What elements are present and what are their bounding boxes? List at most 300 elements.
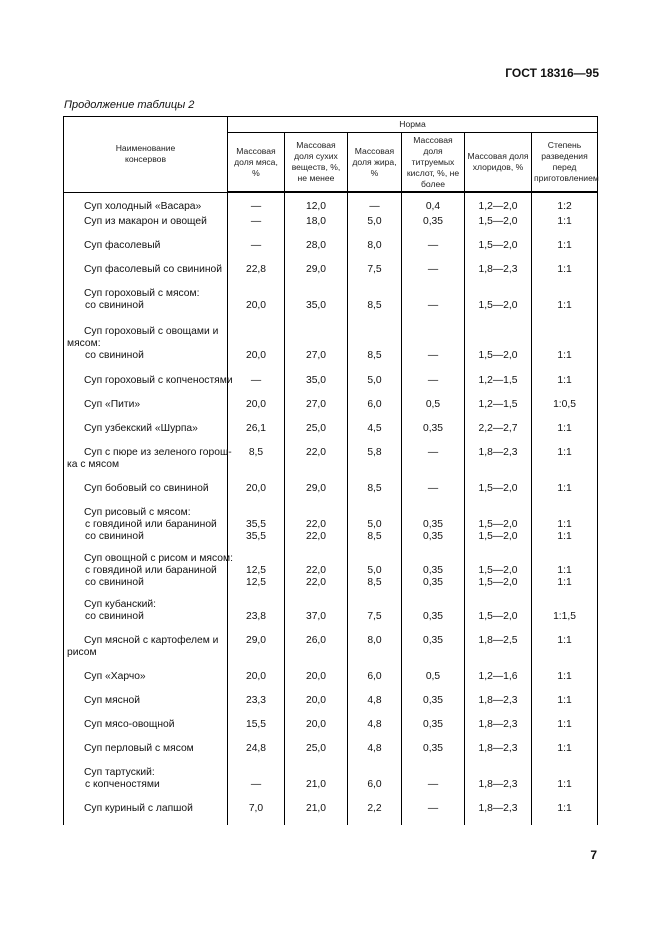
product-name-line: Суп бобовый со свининой — [84, 483, 209, 494]
cell-value: 0,4 — [425, 201, 441, 212]
meat-share-cell — [228, 324, 285, 373]
product-name-line: Суп кубанский: — [84, 599, 156, 610]
chlorides-cell — [465, 286, 532, 324]
dilution-cell — [532, 421, 598, 445]
cell-value: — — [250, 375, 262, 386]
cell-value — [534, 553, 595, 565]
cell-value: 12,5 — [245, 565, 267, 576]
meat-share-cell — [228, 633, 285, 669]
chlorides-cell — [465, 765, 532, 801]
cell-value — [350, 553, 399, 565]
chlorides-cell — [465, 481, 532, 505]
dilution-cell — [532, 633, 598, 669]
product-name-cell — [64, 551, 233, 597]
table-row — [64, 551, 598, 597]
cell-value — [404, 507, 462, 519]
table-row — [64, 192, 598, 214]
dilution-cell — [532, 238, 598, 262]
acids-cell — [402, 214, 465, 238]
product-name-cell — [64, 505, 228, 551]
product-name-line: Суп с пюре из зеленого горош- — [84, 447, 232, 458]
cell-value: — — [250, 240, 262, 251]
table-row — [64, 633, 598, 669]
table-row — [64, 262, 598, 286]
cell-value: 7,0 — [248, 803, 264, 814]
fat-share-cell — [348, 214, 402, 238]
cell-value: 27,0 — [305, 399, 327, 410]
cell-value: 1,8—2,3 — [478, 695, 518, 706]
product-name-line: рисом — [67, 647, 97, 658]
product-name-line: Суп мясной с картофелем и — [84, 635, 219, 646]
product-name-line: Суп куриный с лапшой — [84, 803, 193, 814]
dry-matter-cell — [285, 481, 348, 505]
cell-value: 20,0 — [245, 350, 267, 361]
header-chlorides: Массовая доля хлоридов, % — [465, 133, 532, 193]
product-name-cell — [64, 286, 228, 324]
product-name-line: с копченостями — [85, 779, 160, 790]
cell-value: 5,8 — [367, 447, 382, 458]
cell-value: 8,0 — [367, 635, 382, 646]
fat-share-cell — [348, 286, 402, 324]
cell-value: 29,0 — [305, 264, 327, 275]
cell-value: 22,8 — [245, 264, 267, 275]
cell-value: 1:1 — [557, 743, 572, 754]
product-name-line: Суп холодный «Васара» — [84, 200, 202, 212]
fat-share-cell — [348, 765, 402, 801]
cell-value: 1:1 — [557, 483, 572, 494]
cell-value: 1,8—2,3 — [478, 743, 518, 754]
meat-share-cell — [228, 505, 285, 551]
product-name-cell — [64, 445, 232, 481]
product-name-line: со свининой — [85, 531, 144, 542]
product-name-line: со свининой — [85, 350, 144, 361]
cell-value — [534, 507, 595, 519]
cell-value: 1,5—2,0 — [478, 350, 518, 361]
fat-share-cell — [348, 238, 402, 262]
dry-matter-cell — [285, 693, 348, 717]
cell-value: 1,8—2,3 — [478, 803, 518, 814]
cell-value: 24,8 — [245, 743, 267, 754]
product-name-cell — [64, 397, 228, 421]
cell-value: — — [250, 216, 262, 227]
cell-value: 1,2—1,5 — [478, 399, 518, 410]
product-name-line: Суп перловый с мясом — [84, 743, 194, 754]
cell-value — [287, 599, 345, 611]
cell-value: 37,0 — [305, 611, 327, 622]
cell-value: 1:1 — [557, 635, 572, 646]
cell-value — [230, 553, 282, 565]
dilution-cell — [532, 192, 598, 214]
cell-value: 23,3 — [245, 695, 267, 706]
cell-value: 1,8—2,3 — [478, 264, 518, 275]
acids-cell — [402, 693, 465, 717]
cell-value — [404, 767, 462, 779]
meat-share-cell — [228, 693, 285, 717]
cell-value — [287, 767, 345, 779]
cell-value — [230, 338, 282, 350]
dilution-cell — [532, 801, 598, 825]
cell-value — [467, 553, 529, 565]
cell-value — [230, 599, 282, 611]
dry-matter-cell — [285, 505, 348, 551]
cell-value: 1:1 — [557, 695, 572, 706]
cell-value: 15,5 — [245, 719, 267, 730]
cell-value: 1:1 — [557, 264, 572, 275]
cell-value: 1,5—2,0 — [478, 565, 518, 576]
dilution-cell — [532, 717, 598, 741]
cell-value: 35,5 — [245, 531, 267, 542]
acids-cell — [402, 192, 465, 214]
cell-value: 22,0 — [305, 447, 327, 458]
cell-value — [287, 507, 345, 519]
chlorides-cell — [465, 373, 532, 397]
table-row — [64, 421, 598, 445]
dry-matter-cell — [285, 551, 348, 597]
cell-value — [230, 288, 282, 300]
cell-value — [230, 326, 282, 338]
product-name-line: Суп тартуский: — [84, 767, 155, 778]
dilution-cell — [532, 597, 598, 633]
dry-matter-cell — [285, 192, 348, 214]
fat-share-cell — [348, 551, 402, 597]
dilution-cell — [532, 397, 598, 421]
cell-value: 1,5—2,0 — [478, 300, 518, 311]
chlorides-cell — [465, 445, 532, 481]
cell-value: 1,5—2,0 — [478, 577, 518, 588]
product-name-cell — [64, 421, 228, 445]
cell-value: 4,5 — [367, 423, 382, 434]
table-row — [64, 373, 598, 397]
product-name-cell — [64, 801, 228, 825]
product-name-line: со свининой — [85, 577, 144, 588]
product-name-cell — [64, 373, 233, 397]
dry-matter-cell — [285, 801, 348, 825]
cell-value: 1,8—2,3 — [478, 447, 518, 458]
cell-value — [350, 338, 399, 350]
acids-cell — [402, 717, 465, 741]
cell-value: 20,0 — [245, 300, 267, 311]
product-name-line: с говядиной или бараниной — [85, 519, 217, 530]
acids-cell — [402, 238, 465, 262]
meat-share-cell — [228, 551, 285, 597]
dry-matter-cell — [285, 214, 348, 238]
product-name-cell — [64, 669, 228, 693]
cell-value: 12,0 — [305, 201, 327, 212]
cell-value: 2,2 — [367, 803, 382, 814]
cell-value: — — [427, 779, 439, 790]
cell-value: 0,35 — [422, 519, 444, 530]
cell-value: 22,0 — [305, 577, 327, 588]
product-name-line: Суп из макарон и овощей — [84, 216, 207, 227]
table-row — [64, 238, 598, 262]
cell-value: — — [427, 483, 439, 494]
cell-value: 1,5—2,0 — [478, 611, 518, 622]
cell-value: 2,2—2,7 — [478, 423, 518, 434]
meat-share-cell — [228, 597, 285, 633]
acids-cell — [402, 741, 465, 765]
product-name-cell — [64, 741, 228, 765]
product-name-line: со свининой — [85, 611, 144, 622]
cell-value: 20,0 — [305, 671, 327, 682]
cell-value: 5,0 — [367, 216, 382, 227]
cell-value: 8,5 — [367, 531, 382, 542]
chlorides-cell — [465, 421, 532, 445]
cell-value: 0,35 — [422, 611, 444, 622]
product-name-line: Суп мясо-овощной — [84, 719, 175, 730]
dilution-cell — [532, 669, 598, 693]
table-row — [64, 801, 598, 825]
cell-value: 0,35 — [422, 423, 444, 434]
cell-value: 1:0,5 — [553, 399, 576, 410]
cell-value: 1,8—2,5 — [478, 635, 518, 646]
acids-cell — [402, 262, 465, 286]
soup-norms-table — [63, 116, 598, 825]
product-name-line: Суп фасолевый — [84, 240, 161, 251]
table-row — [64, 717, 598, 741]
acids-cell — [402, 765, 465, 801]
cell-value: 0,35 — [422, 635, 444, 646]
product-name-cell — [64, 693, 228, 717]
cell-value: 1:2 — [557, 201, 572, 212]
cell-value — [404, 553, 462, 565]
cell-value: 20,0 — [245, 399, 267, 410]
fat-share-cell — [348, 421, 402, 445]
cell-value — [287, 553, 345, 565]
cell-value: 6,0 — [367, 779, 382, 790]
cell-value: 1:1 — [557, 519, 572, 530]
product-name-cell — [64, 597, 228, 633]
product-name-line: с говядиной или бараниной — [85, 565, 217, 576]
product-name-line: со свининой — [85, 300, 144, 311]
acids-cell — [402, 373, 465, 397]
cell-value: 20,0 — [245, 671, 267, 682]
table-row — [64, 505, 598, 551]
cell-value: 8,5 — [367, 350, 382, 361]
product-name-line: ка с мясом — [67, 459, 120, 470]
cell-value: 8,5 — [367, 483, 382, 494]
product-name-cell — [64, 765, 228, 801]
cell-value: 1:1 — [557, 531, 572, 542]
dry-matter-cell — [285, 421, 348, 445]
fat-share-cell — [348, 801, 402, 825]
table-row — [64, 214, 598, 238]
cell-value: 8,0 — [367, 240, 382, 251]
header-dry-matter: Массовая доля сухих веществ, %, не менее — [285, 133, 348, 193]
meat-share-cell — [228, 262, 285, 286]
cell-value: 29,0 — [305, 483, 327, 494]
table-row — [64, 397, 598, 421]
cell-value: 5,0 — [367, 375, 382, 386]
dry-matter-cell — [285, 324, 348, 373]
cell-value: 1:1 — [557, 375, 572, 386]
dry-matter-cell — [285, 765, 348, 801]
cell-value: 0,35 — [422, 743, 444, 754]
cell-value: 8,5 — [367, 577, 382, 588]
dilution-cell — [532, 481, 598, 505]
cell-value: 8,5 — [367, 300, 382, 311]
dry-matter-cell — [285, 373, 348, 397]
acids-cell — [402, 669, 465, 693]
cell-value: 1,5—2,0 — [478, 216, 518, 227]
chlorides-cell — [465, 214, 532, 238]
fat-share-cell — [348, 505, 402, 551]
cell-value: 1:1 — [557, 240, 572, 251]
cell-value: 7,5 — [367, 611, 382, 622]
cell-value: 12,5 — [245, 577, 267, 588]
acids-cell — [402, 633, 465, 669]
cell-value: 0,35 — [422, 577, 444, 588]
header-acids: Массовая доля титруемых кислот, %, не более — [402, 133, 465, 193]
dilution-cell — [532, 324, 598, 373]
acids-cell — [402, 801, 465, 825]
cell-value: 1,2—2,0 — [478, 201, 518, 212]
acids-cell — [402, 481, 465, 505]
chlorides-cell — [465, 801, 532, 825]
chlorides-cell — [465, 192, 532, 214]
cell-value — [350, 288, 399, 300]
cell-value: 8,5 — [248, 447, 264, 458]
meat-share-cell — [228, 214, 285, 238]
cell-value: 0,5 — [425, 671, 441, 682]
cell-value — [287, 326, 345, 338]
cell-value — [467, 338, 529, 350]
cell-value: 1:1 — [557, 350, 572, 361]
product-name-cell — [64, 717, 228, 741]
dry-matter-cell — [285, 669, 348, 693]
table-row — [64, 597, 598, 633]
fat-share-cell — [348, 717, 402, 741]
header-fat-share: Массовая доля жира, % — [348, 133, 402, 193]
dry-matter-cell — [285, 286, 348, 324]
cell-value — [350, 767, 399, 779]
meat-share-cell — [228, 445, 285, 481]
cell-value: 1:1 — [557, 447, 572, 458]
chlorides-cell — [465, 717, 532, 741]
cell-value: 35,0 — [305, 375, 327, 386]
cell-value — [534, 288, 595, 300]
fat-share-cell — [348, 481, 402, 505]
cell-value: — — [427, 447, 439, 458]
cell-value — [404, 288, 462, 300]
product-name-cell — [64, 238, 228, 262]
chlorides-cell — [465, 669, 532, 693]
cell-value: 1:1 — [557, 719, 572, 730]
dry-matter-cell — [285, 445, 348, 481]
chlorides-cell — [465, 741, 532, 765]
dilution-cell — [532, 445, 598, 481]
cell-value — [287, 288, 345, 300]
cell-value: 1,8—2,3 — [478, 779, 518, 790]
fat-share-cell — [348, 373, 402, 397]
fat-share-cell — [348, 741, 402, 765]
header-name-column: Наименование консервов — [64, 117, 228, 193]
cell-value: — — [427, 350, 439, 361]
product-name-cell — [64, 481, 228, 505]
meat-share-cell — [228, 669, 285, 693]
cell-value: 0,35 — [422, 531, 444, 542]
cell-value: 35,0 — [305, 300, 327, 311]
chlorides-cell — [465, 324, 532, 373]
dilution-cell — [532, 505, 598, 551]
cell-value: 22,0 — [305, 519, 327, 530]
fat-share-cell — [348, 397, 402, 421]
dry-matter-cell — [285, 717, 348, 741]
cell-value: 29,0 — [245, 635, 267, 646]
table-continuation-caption: Продолжение таблицы 2 — [64, 99, 195, 111]
product-name-line: мясом: — [67, 338, 101, 349]
cell-value — [467, 767, 529, 779]
cell-value: 20,0 — [305, 695, 327, 706]
cell-value: 0,35 — [422, 216, 444, 227]
cell-value: 28,0 — [305, 240, 327, 251]
cell-value: 1:1 — [557, 577, 572, 588]
fat-share-cell — [348, 597, 402, 633]
cell-value: 4,8 — [367, 743, 382, 754]
cell-value — [467, 599, 529, 611]
cell-value: 20,0 — [305, 719, 327, 730]
table-row — [64, 741, 598, 765]
cell-value: 1,2—1,6 — [478, 671, 518, 682]
cell-value: 1,5—2,0 — [478, 483, 518, 494]
product-name-cell — [64, 633, 228, 669]
meat-share-cell — [228, 192, 285, 214]
meat-share-cell — [228, 373, 285, 397]
cell-value: 5,0 — [367, 565, 382, 576]
acids-cell — [402, 505, 465, 551]
cell-value — [230, 507, 282, 519]
cell-value: 20,0 — [245, 483, 267, 494]
cell-value: 1:1 — [557, 423, 572, 434]
cell-value: 1,8—2,3 — [478, 719, 518, 730]
cell-value — [534, 326, 595, 338]
dilution-cell — [532, 262, 598, 286]
dry-matter-cell — [285, 741, 348, 765]
cell-value: 27,0 — [305, 350, 327, 361]
cell-value: 26,0 — [305, 635, 327, 646]
dilution-cell — [532, 741, 598, 765]
cell-value: 6,0 — [367, 399, 382, 410]
chlorides-cell — [465, 238, 532, 262]
table-row — [64, 693, 598, 717]
acids-cell — [402, 421, 465, 445]
chlorides-cell — [465, 551, 532, 597]
dilution-cell — [532, 373, 598, 397]
dilution-cell — [532, 551, 598, 597]
cell-value: 1:1 — [557, 779, 572, 790]
fat-share-cell — [348, 669, 402, 693]
acids-cell — [402, 324, 465, 373]
cell-value: — — [427, 300, 439, 311]
cell-value — [534, 767, 595, 779]
cell-value: 4,8 — [367, 719, 382, 730]
cell-value: — — [427, 803, 439, 814]
cell-value: — — [427, 240, 439, 251]
chlorides-cell — [465, 633, 532, 669]
cell-value: 25,0 — [305, 423, 327, 434]
fat-share-cell — [348, 633, 402, 669]
cell-value: 7,5 — [367, 264, 382, 275]
fat-share-cell — [348, 262, 402, 286]
chlorides-cell — [465, 693, 532, 717]
product-name-cell — [64, 262, 228, 286]
table-row — [64, 445, 598, 481]
acids-cell — [402, 397, 465, 421]
document-code: ГОСТ 18316—95 — [505, 66, 599, 80]
cell-value: 0,35 — [422, 719, 444, 730]
cell-value — [467, 507, 529, 519]
cell-value: 35,5 — [245, 519, 267, 530]
header-dilution: Степень разведения перед приготовлением — [532, 133, 598, 193]
